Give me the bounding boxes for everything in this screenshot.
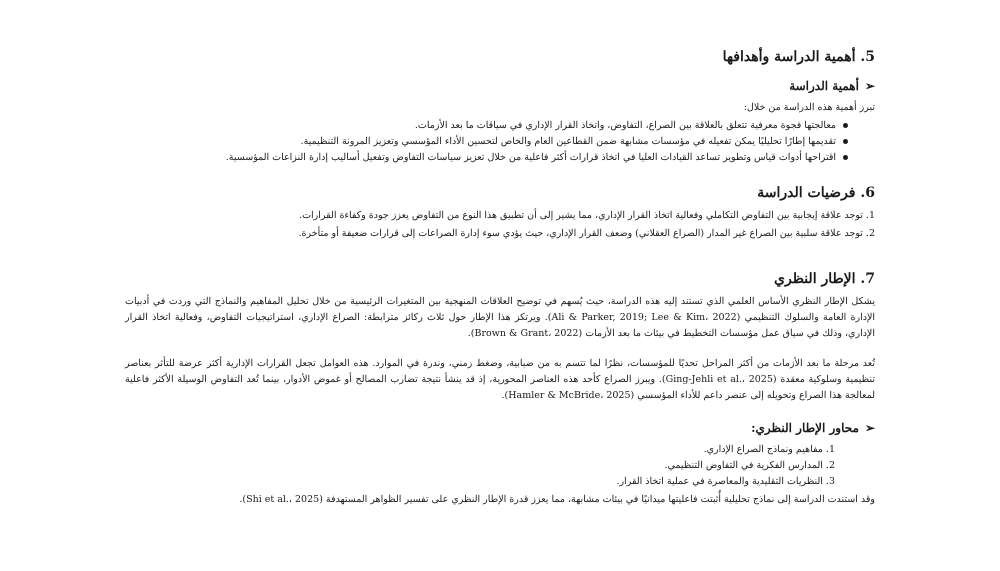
- section-7-heading: 7. الإطار النظري: [774, 271, 875, 287]
- axes-list: [125, 442, 835, 490]
- arrowhead-icon: ➢: [864, 421, 875, 435]
- axes-subheading: ➢محاور الإطار النظري:: [751, 421, 875, 435]
- importance-intro: تبرز أهمية هذه الدراسة من خلال:: [743, 102, 875, 113]
- section-6-heading: 6. فرضيات الدراسة: [757, 185, 875, 201]
- theory-paragraph-2: تُعد مرحلة ما بعد الأزمات من أكثر المراحل تحديًا للمؤسسات، نظرًا لما تتسم به من ضبابية، وضغط زمني، وندرة في الموارد. هذه العوامل تجعل القرارات الإدارية أكثر عرضة للتأثر بعناصر تنظيمية وسلوكية معقدة (Ging-Jehli et al.، 2025). ويبرز الصراع كأحد هذه العناصر المحورية، إذ قد ينشأ نتيجة تضارب المصالح أو غموض الأدوار، بينما تُعد التفاوض الوسيلة الأكثر فاعلية لمعالجة هذا الصراع وتحويله إلى عنصر داعم للأداء المؤسسي (Hamler & McBride، 2025).: [125, 358, 875, 401]
- list-item: 2. توجد علاقة سلبية بين الصراع غير المدار (الصراع العقلاني) وضعف القرار الإداري، حيث يؤدي سوء إدارة الصراعات إلى قرارات ضعيفة أو متأخرة.: [298, 228, 875, 239]
- list-item: 2. المدارس الفكرية في التفاوض التنظيمي.: [664, 460, 835, 471]
- importance-bullet-list: [125, 118, 850, 166]
- list-item: اقتراحها أدوات قياس وتطوير تساعد القيادات العليا في اتخاذ قرارات أكثر فاعلية من خلال تعزيز سياسات التفاوض وتفعيل أساليب إدارة النزاعات المؤسسية.: [125, 150, 850, 166]
- hypotheses-list: [125, 208, 875, 242]
- list-item: 1. مفاهيم ونماذج الصراع الإداري.: [703, 444, 835, 455]
- list-item: 3. النظريات التقليدية والمعاصرة في عملية اتخاذ القرار.: [616, 476, 835, 487]
- list-item: معالجتها فجوة معرفية تتعلق بالعلاقة بين الصراع، التفاوض، واتخاذ القرار الإداري في سياقات ما بعد الأزمات.: [125, 118, 850, 134]
- section-5-heading: 5. أهمية الدراسة وأهدافها: [722, 49, 875, 65]
- list-item: 1. توجد علاقة إيجابية بين التفاوض التكاملي وفعالية اتخاذ القرار الإداري، مما يشير إلى أن تطبيق هذا النوع من التفاوض يعزز جودة وكفاءة القرارات.: [299, 210, 875, 221]
- theory-paragraph-1: يشكل الإطار النظري الأساس العلمي الذي تستند إليه هذه الدراسة، حيث يُسهم في توضيح العلاقات المنهجية بين المتغيرات الرئيسية من خلال تحليل المفاهيم والنماذج التي وردت في أدبيات الإدارة العامة والسلوك التنظيمي (Ali & Parker, 2019; Lee & Kim، 2022). ويرتكز هذا الإطار حول ثلاث ركائز مترابطة: الصراع الإداري، استراتيجيات التفاوض، وفعالية اتخاذ القرار الإداري، وذلك في سياق عمل مؤسسات التخطيط في بيئات ما بعد الأزمات (Brown & Grant، 2022).: [125, 296, 875, 339]
- arrowhead-icon: ➢: [864, 79, 875, 93]
- importance-subheading: ➢أهمية الدراسة: [789, 79, 875, 93]
- closing-paragraph: وقد استندت الدراسة إلى نماذج تحليلية أُثبتت فاعليتها ميدانيًا في بيئات مشابهة، مما يعزز قدرة الإطار النظري على تفسير الظواهر المستهدفة (Shi et al.، 2025).: [239, 494, 875, 505]
- list-item: تقديمها إطارًا تحليليًا يمكن تفعيله في مؤسسات مشابهة ضمن القطاعين العام والخاص لتحسين الأداء المؤسسي وتعزيز المرونة التنظيمية.: [125, 134, 850, 150]
